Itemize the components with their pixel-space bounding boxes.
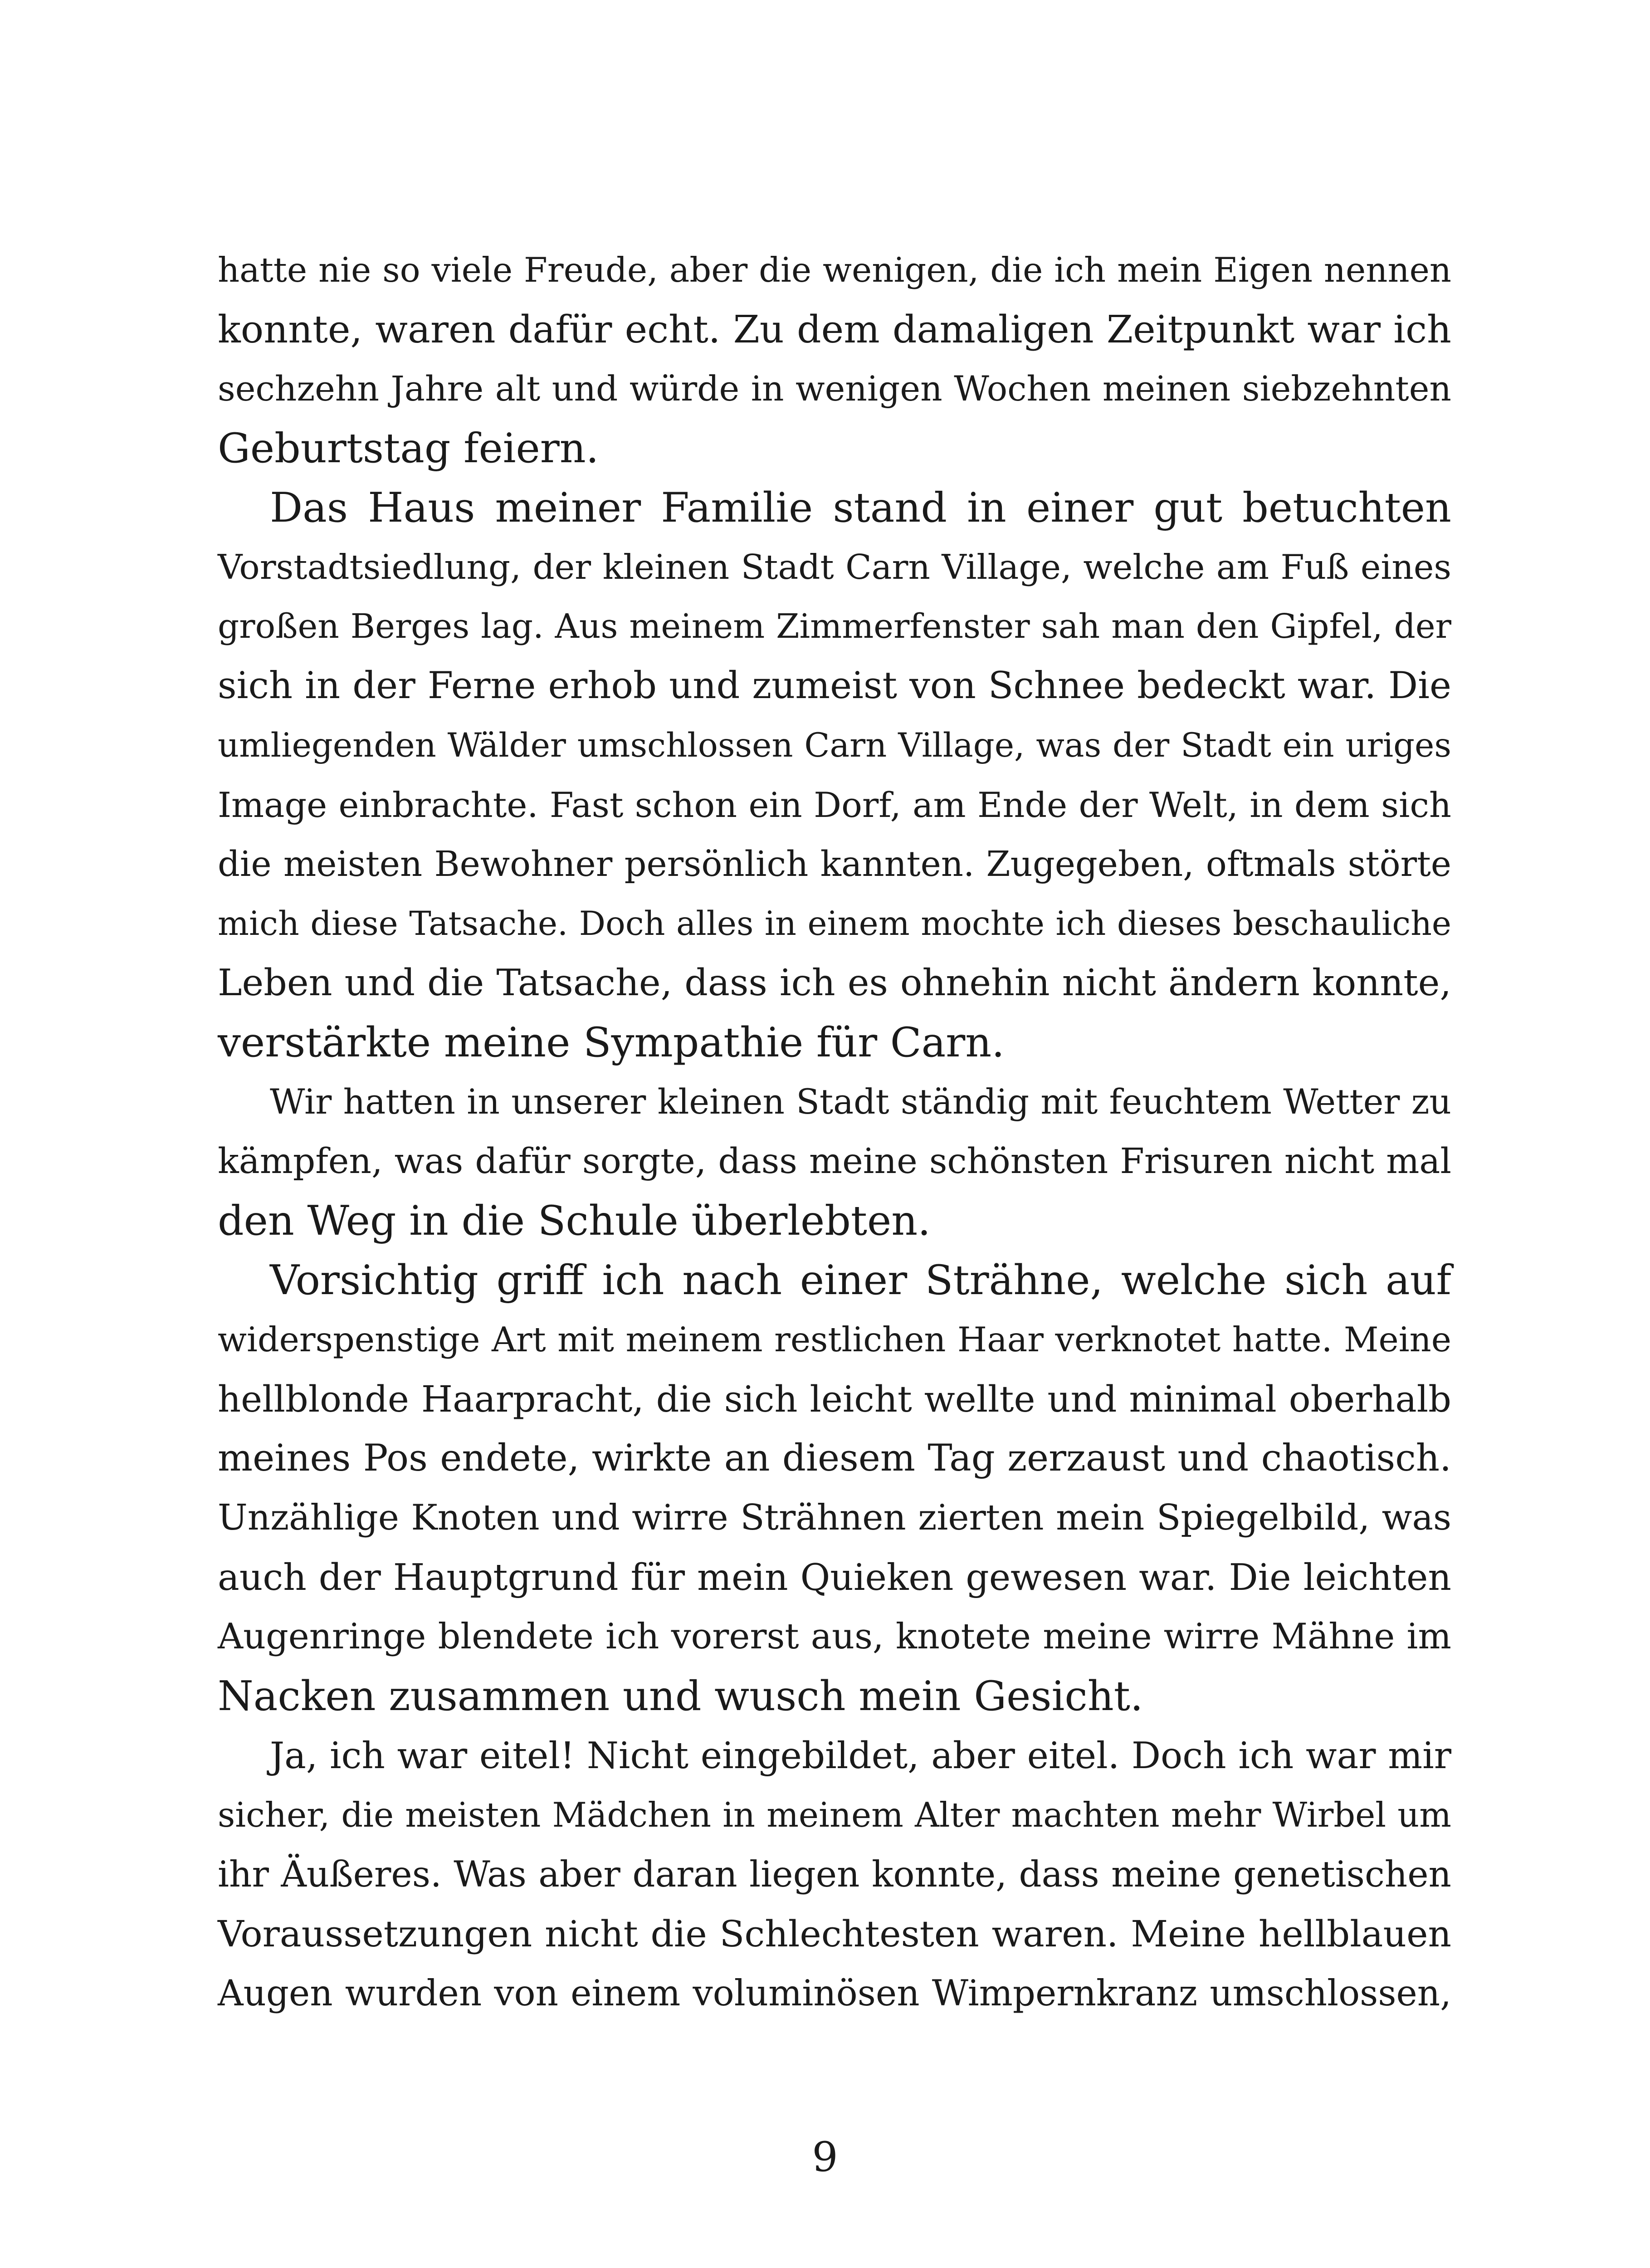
text-line: auch der Hauptgrund für mein Quieken gewesen war. Die leichten xyxy=(218,1556,1451,1598)
text-line: großen Berges lag. Aus meinem Zimmerfenster sah man den Gipfel, der xyxy=(218,607,1451,646)
text-line: mich diese Tatsache. Doch alles in einem mochte ich dieses beschauliche xyxy=(218,904,1451,943)
text-line: Wir hatten in unserer kleinen Stadt ständig mit feuchtem Wetter zu xyxy=(270,1082,1451,1122)
text-line: ihr Äußeres. Was aber daran liegen konnte, dass meine genetischen xyxy=(218,1854,1451,1895)
body-text xyxy=(218,240,1451,2023)
text-line: hatte nie so viele Freude, aber die wenigen, die ich mein Eigen nennen xyxy=(218,250,1451,290)
text-line: Augen wurden von einem voluminösen Wimpernkranz umschlossen, xyxy=(218,1973,1451,2014)
text-line: konnte, waren dafür echt. Zu dem damaligen Zeitpunkt war ich xyxy=(218,307,1451,352)
text-line: widerspenstige Art mit meinem restlichen Haar verknotet hatte. Meine xyxy=(218,1320,1451,1359)
page-number: 9 xyxy=(812,2133,838,2181)
text-line: Vorsichtig griff ich nach einer Strähne, welche sich auf xyxy=(270,1256,1451,1304)
paragraph-4 xyxy=(218,1251,1451,1726)
text-line: sich in der Ferne erhob und zumeist von Schnee bedeckt war. Die xyxy=(218,665,1451,707)
text-line: Augenringe blendete ich vorerst aus, knotete meine wirre Mähne im xyxy=(218,1616,1451,1657)
text-line: umliegenden Wälder umschlossen Carn Village, was der Stadt ein uriges xyxy=(218,726,1451,765)
text-line: Ja, ich war eitel! Nicht eingebildet, aber eitel. Doch ich war mir xyxy=(270,1735,1451,1777)
text-line: verstärkte meine Sympathie für Carn. xyxy=(218,1019,1005,1066)
paragraph-2 xyxy=(218,478,1451,1072)
text-line: Leben und die Tatsache, dass ich es ohnehin nicht ändern konnte, xyxy=(218,962,1451,1004)
text-line: hellblonde Haarpracht, die sich leicht wellte und minimal oberhalb xyxy=(218,1378,1451,1420)
paragraph-1 xyxy=(218,240,1451,478)
text-line: meines Pos endete, wirkte an diesem Tag zerzaust und chaotisch. xyxy=(218,1437,1451,1480)
text-line: kämpfen, was dafür sorgte, dass meine schönsten Frisuren nicht mal xyxy=(218,1141,1451,1182)
text-line: Geburtstag feiern. xyxy=(218,425,599,472)
text-line: sicher, die meisten Mädchen in meinem Alter machten mehr Wirbel um xyxy=(218,1795,1451,1835)
text-line: Vorstadtsiedlung, der kleinen Stadt Carn Village, welche am Fuß eines xyxy=(218,547,1451,587)
text-line: Unzählige Knoten und wirre Strähnen zierten mein Spiegelbild, was xyxy=(218,1497,1451,1538)
text-line: Image einbrachte. Fast schon ein Dorf, am Ende der Welt, in dem sich xyxy=(218,785,1451,825)
paragraph-5 xyxy=(218,1726,1451,2023)
text-line: Das Haus meiner Familie stand in einer gut betuchten xyxy=(270,484,1451,532)
text-line: sechzehn Jahre alt und würde in wenigen Wochen meinen siebzehnten xyxy=(218,369,1451,409)
text-line: Voraussetzungen nicht die Schlechtesten waren. Meine hellblauen xyxy=(218,1913,1451,1955)
text-line: die meisten Bewohner persönlich kannten. Zugegeben, oftmals störte xyxy=(218,844,1451,885)
paragraph-3 xyxy=(218,1072,1451,1251)
text-line: den Weg in die Schule überlebten. xyxy=(218,1197,931,1245)
text-line: Nacken zusammen und wusch mein Gesicht. xyxy=(218,1672,1143,1720)
